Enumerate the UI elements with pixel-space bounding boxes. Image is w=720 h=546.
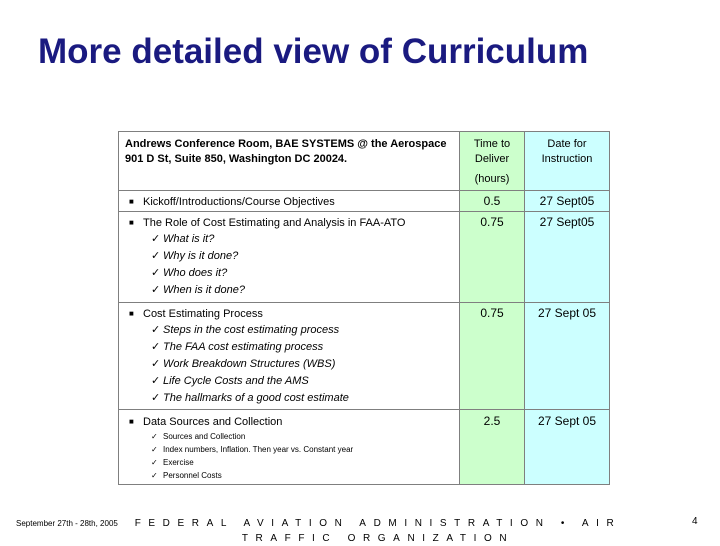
topic-label: Data Sources and Collection [143,416,283,428]
topic-label: The Role of Cost Estimating and Analysis in FAA-ATO [143,217,406,229]
list-item: ✓ Why is it done? [151,248,459,265]
date-cell [525,212,610,303]
table-row [119,410,610,485]
list-item: ✓ Life Cycle Costs and the AMS [151,373,459,390]
list-item: ✓ When is it done? [151,282,459,299]
list-item: ✓ The hallmarks of a good cost estimate [151,390,459,407]
location-text: Andrews Conference Room, BAE SYSTEMS @ the Aerospace 901 D St, Suite 850, Washington DC 20024. [125,138,447,165]
footer-organization: FEDERAL AVIATION ADMINISTRATION • AIR TRAFFIC ORGANIZATION [134,518,622,544]
bullet-icon: ■ [129,309,134,318]
location-cell [119,132,460,191]
hours-cell [460,410,525,485]
hours-unit-label: (hours) [474,173,510,185]
check-icon: ✓ [151,250,161,262]
topic-label: Cost Estimating Process [143,308,263,320]
footer-date: September 27th - 28th, 2005 [16,519,118,528]
date-header-cell [525,132,610,191]
check-icon: ✓ [151,432,158,441]
hours-value: 0.5 [483,194,501,208]
list-item: ✓ Work Breakdown Structures (WBS) [151,356,459,373]
date-value: 27 Sept05 [539,194,595,208]
hours-cell [460,191,525,212]
page-number: 4 [692,516,698,527]
hours-value: 0.75 [480,306,504,320]
check-icon: ✓ [151,284,161,296]
topic-cell [119,410,460,485]
time-header-cell [460,132,525,191]
slide-title: More detailed view of Curriculum [38,32,589,71]
hours-value: 2.5 [483,414,501,428]
check-icon: ✓ [151,358,161,370]
bullet-icon: ■ [129,197,134,206]
time-header: Time to Deliver [473,138,511,165]
date-value: 27 Sept 05 [537,414,597,428]
check-icon: ✓ [151,324,161,336]
list-item: ✓ Sources and Collection [151,432,246,441]
bullet-icon: ■ [129,218,134,227]
table-header-row [119,132,610,191]
topic-cell [119,212,460,303]
list-item: ✓ Index numbers, Inflation. Then year vs. Constant year [151,445,354,454]
table-row [119,212,610,303]
list-item: ✓ Exercise [151,458,194,467]
date-value: 27 Sept05 [539,215,595,229]
list-item: ✓ Who does it? [151,265,459,282]
check-icon: ✓ [151,267,161,279]
check-icon: ✓ [151,392,161,404]
date-cell [525,410,610,485]
check-icon: ✓ [151,471,158,480]
check-icon: ✓ [151,375,161,387]
check-icon: ✓ [151,445,158,454]
table-row [119,303,610,410]
list-item: ✓ What is it? [151,231,459,248]
date-cell [525,303,610,410]
list-item: ✓ Personnel Costs [151,471,222,480]
topic-cell [119,303,460,410]
check-icon: ✓ [151,233,161,245]
date-header: Date for Instruction [541,138,593,165]
check-icon: ✓ [151,458,158,467]
list-item: ✓ The FAA cost estimating process [151,339,459,356]
check-icon: ✓ [151,341,161,353]
hours-value: 0.75 [480,215,504,229]
hours-cell [460,212,525,303]
date-value: 27 Sept 05 [537,306,597,320]
table-row [119,191,610,212]
topic-label: Kickoff/Introductions/Course Objectives [143,196,335,208]
bullet-icon: ■ [129,417,134,426]
topic-cell [119,191,460,212]
list-item: ✓ Steps in the cost estimating process [151,322,459,339]
date-cell [525,191,610,212]
curriculum-table [118,131,610,485]
hours-cell [460,303,525,410]
